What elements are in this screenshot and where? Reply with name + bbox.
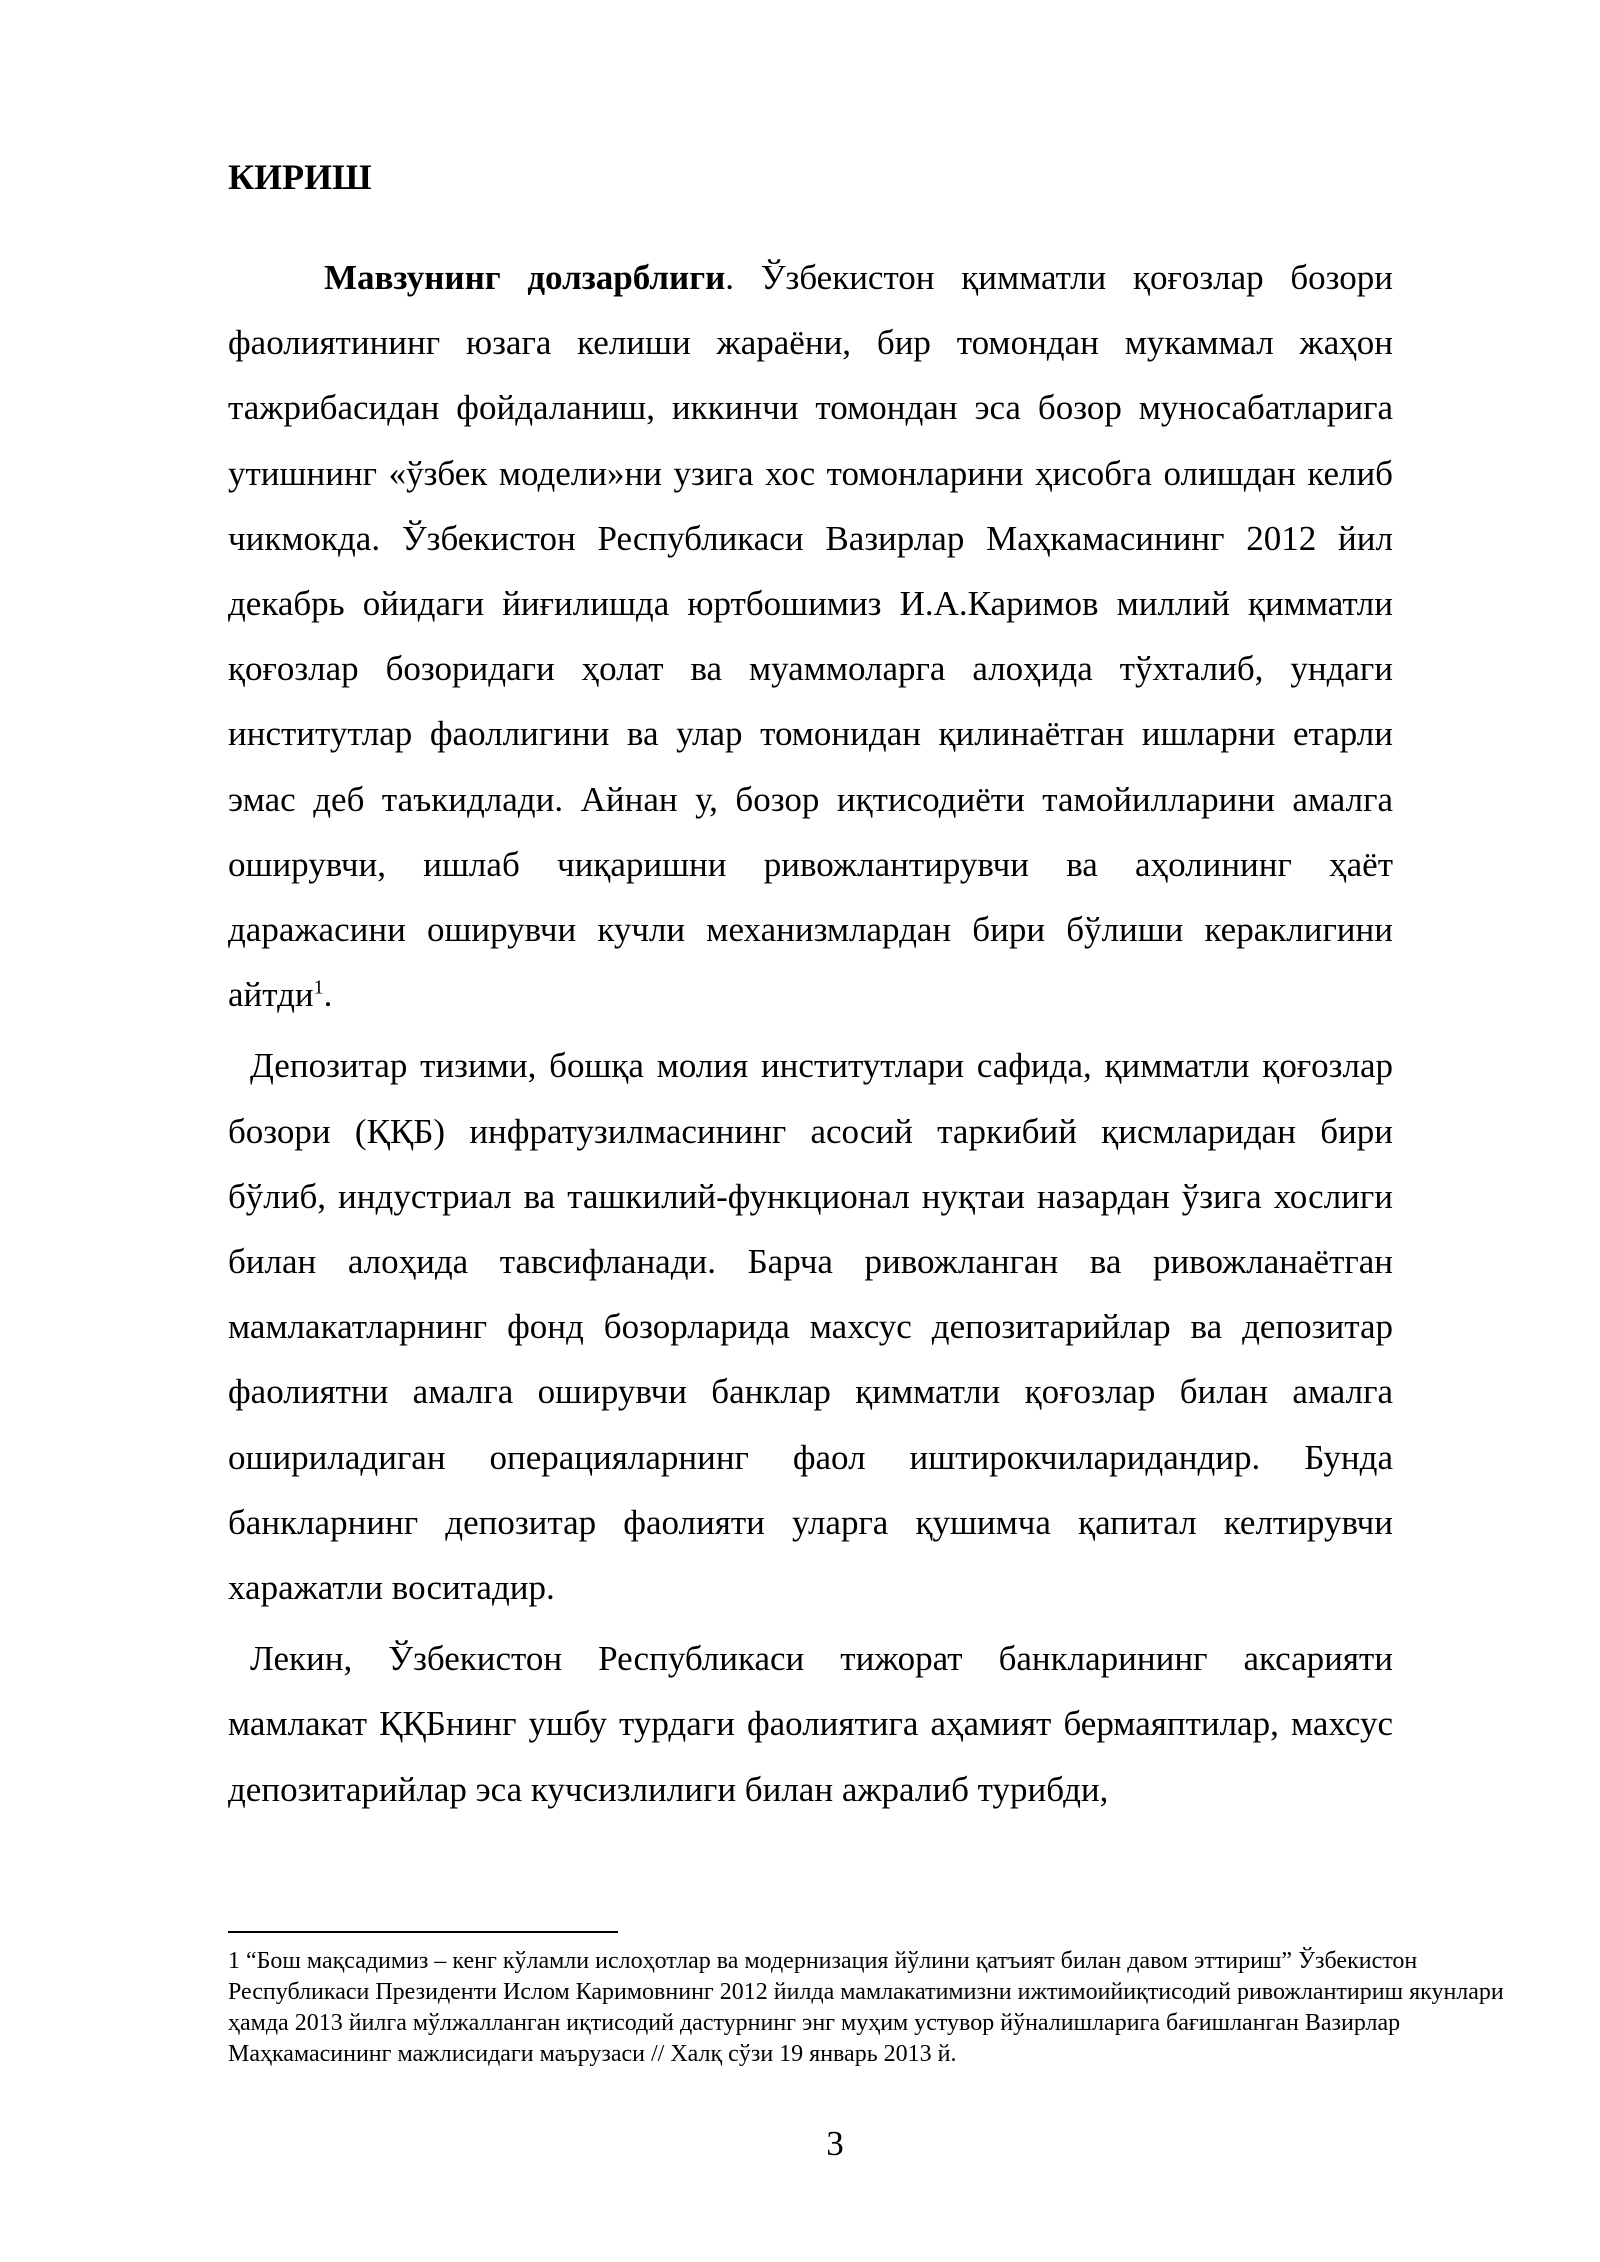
paragraph-banks: Лекин, Ўзбекистон Республикаси тижорат банкларининг аксарияти мамлакат ҚҚБнинг ушбу турдаги фаолиятига аҳамият бермаяптилар, махсус депозитарийлар эса кучсизлилиги билан ажралиб турибди,: [228, 1639, 1393, 1809]
section-heading: КИРИШ: [228, 157, 372, 197]
footnote-text: 1 “Бош мақсадимиз – кенг кўламли ислоҳотлар ва модернизация йўлини қатъият билан давом эттириш” Ўзбекистон Республикаси Президенти Ислом Каримовнинг 2012 йилда мамлакатимизни ижтимоийиқтисодий ривожлантириш якунлари ҳамда 2013 йилга мўлжалланган иқтисодий дастурнинг энг муҳим устувор йўналишларига бағишланган Вазирлар Маҳкамасининг мажлисидаги маърузаси // Халқ сўзи 19 январь 2013 й.: [228, 1948, 1504, 2067]
paragraph-relevance: [228, 245, 1393, 1027]
page-number: 3: [826, 2124, 844, 2163]
footnote-separator: [228, 1931, 618, 1933]
paragraph-depository: Депозитар тизими, бошқа молия институтлари сафида, қимматли қоғозлар бозори (ҚҚБ) инфратузилмасининг асосий таркибий қисмларидан бири бўлиб, индустриал ва ташкилий-функционал нуқтаи назардан ўзига хослиги билан алоҳида тавсифланади. Барча ривожланган ва ривожланаётган мамлакатларнинг фонд бозорларида махсус депозитарийлар ва депозитар фаолиятни амалга оширувчи банклар қимматли қоғозлар билан амалга ошириладиган операцияларнинг фаол иштирокчиларидандир. Бунда банкларнинг депозитар фаолияти уларга қушимча қапитал келтирувчи харажатли воситадир.: [228, 1046, 1393, 1608]
footnote-reference[interactable]: 1: [313, 976, 324, 999]
paragraph-end: .: [323, 975, 333, 1015]
body-text: [228, 245, 1393, 1822]
paragraph-text: . Ўзбекистон қимматли қоғозлар бозори фаолиятининг юзага келиши жараёни, бир томондан мукаммал жаҳон тажрибасидан фойдаланиш, иккинчи томондан эса бозор муносабатларига утишнинг «ўзбек модели»ни узига хос томонларини ҳисобга олишдан келиб чикмокда. Ўзбекистон Республикаси Вазирлар Маҳкамасининг 2012 йил декабрь ойидаги йиғилишда юртбошимиз И.А.Каримов миллий қимматли қоғозлар бозоридаги ҳолат ва муаммоларга алоҳида тўхталиб, ундаги институтлар фаоллигини ва улар томонидан қилинаётган ишларни етарли эмас деб таъкидлади. Айнан у, бозор иқтисодиёти тамойилларини амалга оширувчи, ишлаб чиқаришни ривожлантирувчи ва аҳолининг ҳаёт даражасини оширувчи кучли механизмлардан бири бўлиши кераклигини айтди: [228, 258, 1393, 1015]
paragraph-lead: Мавзунинг долзарблиги: [324, 258, 726, 297]
